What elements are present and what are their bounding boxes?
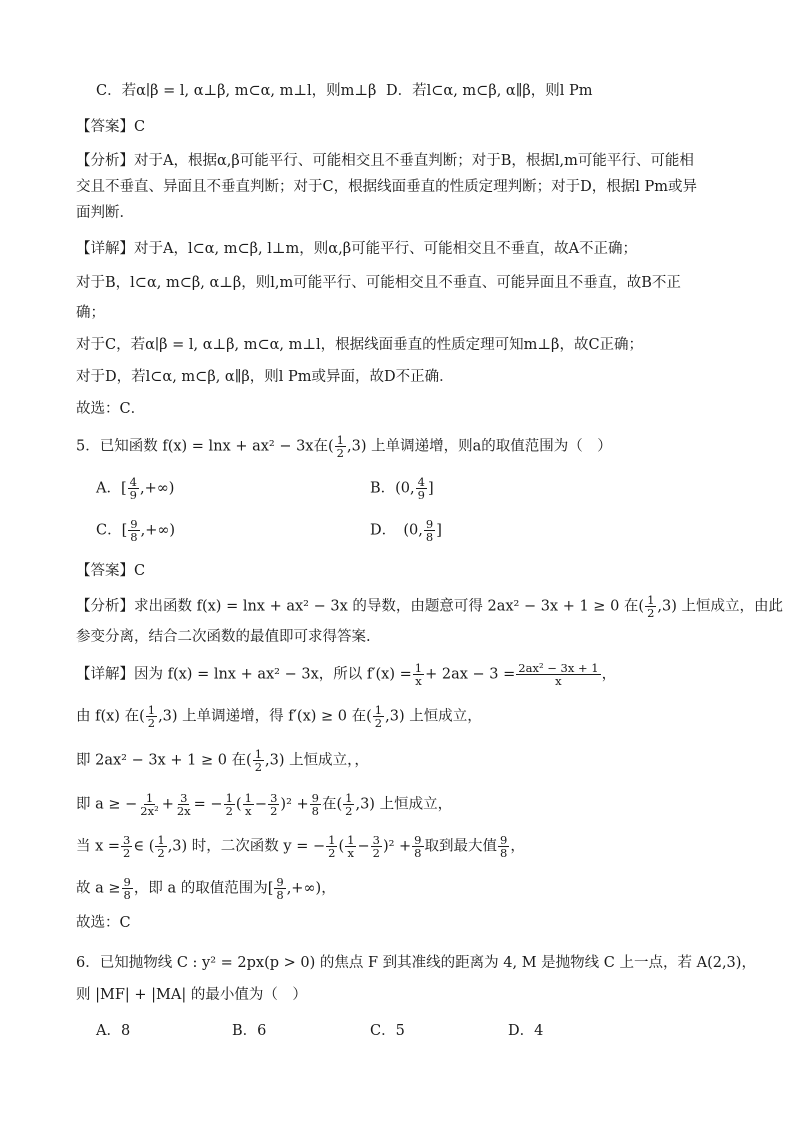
fraction-denominator: 2 (372, 846, 380, 860)
fraction-numerator: 2ax² − 3x + 1 (518, 661, 599, 675)
fraction-numerator: 1 (145, 791, 154, 805)
fraction-denominator: x (415, 674, 422, 688)
detail-text: ， (510, 838, 525, 855)
detail-text: 即 2ax² − 3x + 1 ≥ 0 在( (76, 752, 252, 769)
detail-text: 当 x = (76, 838, 121, 855)
q5-option-b (370, 476, 434, 501)
detail-text: ,+∞)， (286, 880, 336, 897)
q5-analysis-line-2 (76, 626, 371, 648)
fraction-numerator: 3 (180, 791, 188, 805)
q6-option-b (232, 1020, 266, 1042)
fraction-denominator: 8 (311, 804, 319, 818)
detail-text: + 2ax − 3 = (425, 666, 516, 683)
analysis-tag: 【分析】 (76, 598, 134, 615)
fraction-denominator: x (245, 804, 252, 818)
fraction-numerator: 1 (336, 433, 344, 447)
detail-text: 即 a ≥ − (76, 796, 138, 813)
q5-option-d (370, 518, 442, 543)
q5-detail-line-2 (76, 704, 482, 729)
q4-analysis-line-3 (76, 202, 134, 224)
fraction-numerator: 9 (500, 833, 508, 847)
answer-value: C (134, 119, 146, 135)
q5-detail-line-6 (76, 876, 336, 901)
fraction (128, 476, 139, 501)
fraction-numerator: 1 (244, 791, 252, 805)
fraction-numerator: 9 (311, 791, 319, 805)
q5-detail-line-5 (76, 834, 525, 859)
detail-text: 取到最大值 (424, 838, 497, 855)
fraction (138, 792, 160, 817)
detail-text: ( (235, 796, 242, 813)
fraction (274, 876, 285, 901)
fraction-denominator: 8 (276, 888, 284, 902)
option-text: C．[ (96, 522, 128, 539)
option-text: ] (427, 480, 434, 497)
option-text: ,+∞) (140, 522, 176, 539)
analysis-text: 对于A，根据α,β可能平行、可能相交且不垂直判断；对于B，根据l,m可能平行、可能相 (134, 153, 694, 169)
fraction-denominator: 2 (254, 760, 263, 774)
fraction-numerator: 1 (157, 833, 165, 847)
fraction-numerator: 3 (372, 833, 380, 847)
fraction (424, 518, 435, 543)
fraction-denominator: 2 (123, 846, 131, 860)
fraction (516, 662, 600, 687)
option-text: A．8 (96, 1023, 131, 1039)
fraction (343, 792, 354, 817)
detail-text: ， (601, 666, 617, 683)
detail-text: )² + (280, 796, 309, 813)
conclusion-text: 故选：C (76, 915, 131, 931)
detail-text: 对于D，若l⊂α, m⊂β, α∥β，则l Pm或异面，故D不正确． (76, 369, 454, 385)
fraction-numerator: 9 (276, 875, 284, 889)
fraction-numerator: 1 (254, 747, 263, 761)
fraction (122, 876, 133, 901)
fraction-numerator: 1 (414, 661, 423, 675)
fraction-denominator: 2 (374, 716, 383, 730)
q6-option-d (508, 1020, 543, 1042)
detail-text: 在( (321, 796, 343, 813)
fraction (128, 518, 139, 543)
detail-text: + (161, 796, 174, 813)
q5-detail-line-1 (76, 662, 616, 687)
fraction-denominator: 2 (225, 804, 233, 818)
fraction-numerator: 3 (270, 791, 278, 805)
detail-tag: 【详解】 (76, 666, 134, 683)
option-text: D． (0, (370, 522, 423, 539)
detail-tag: 【详解】 (76, 241, 134, 257)
detail-text: 因为 f(x) = lnx + ax² − 3x，所以 f′(x) = (134, 666, 412, 683)
fraction-numerator: 1 (347, 833, 355, 847)
fraction-denominator: x (555, 674, 562, 688)
fraction-numerator: 9 (123, 875, 131, 889)
fraction-numerator: 1 (225, 791, 233, 805)
answer-tag: 【答案】 (76, 119, 134, 135)
fraction-numerator: 9 (425, 517, 434, 531)
fraction (224, 792, 235, 817)
q5-conclusion (76, 912, 131, 934)
q4-detail-line-3 (76, 302, 105, 324)
analysis-tag: 【分析】 (76, 153, 134, 169)
fraction-numerator: 3 (123, 833, 131, 847)
conclusion-text: 故选：C． (76, 401, 146, 417)
fraction (146, 704, 157, 729)
detail-text: ，即 a 的取值范围为[ (133, 880, 274, 897)
fraction-numerator: 1 (328, 833, 336, 847)
fraction (645, 594, 656, 619)
fraction-denominator: 2 (345, 804, 353, 818)
detail-text: ,3) 上恒成立，， (265, 752, 369, 769)
q6-stem-line-1 (76, 952, 756, 974)
fraction-denominator: 8 (123, 888, 131, 902)
analysis-text: 参变分离，结合二次函数的最值即可求得答案. (76, 629, 371, 645)
detail-text: 故 a ≥ (76, 880, 121, 897)
fraction-denominator: 2 (157, 846, 165, 860)
detail-text: )² + (382, 838, 412, 855)
q6-stem-line-2 (76, 984, 307, 1006)
q4-detail-line-4 (76, 334, 643, 356)
q5-stem (76, 434, 612, 459)
analysis-text: 求出函数 f(x) = lnx + ax² − 3x 的导数，由题意可得 2ax² − 3x + 1 ≥ 0 在( (134, 598, 645, 615)
fraction-numerator: 1 (374, 703, 383, 717)
detail-text: − (254, 796, 268, 813)
q5-answer (76, 560, 145, 582)
fraction (371, 834, 382, 859)
option-text: B．6 (232, 1023, 267, 1039)
q5-detail-line-3 (76, 748, 369, 773)
fraction-numerator: 9 (130, 517, 138, 531)
fraction (121, 834, 132, 859)
q4-option-d (386, 80, 593, 102)
analysis-text: 交且不垂直、异面且不垂直判断；对于C，根据线面垂直的性质定理判断；对于D，根据l Pm或异 (76, 179, 697, 195)
fraction-denominator: 9 (417, 488, 425, 502)
fraction-denominator: 8 (130, 530, 138, 544)
fraction-denominator: 2 (336, 446, 344, 460)
fraction-denominator: 2 (270, 804, 278, 818)
option-text: C．5 (370, 1023, 405, 1039)
fraction-denominator: 2x (176, 804, 191, 818)
fraction (175, 792, 193, 817)
q6-option-a (96, 1020, 130, 1042)
q4-answer (76, 116, 145, 138)
analysis-text: ,3) 上恒成立，由此 (657, 598, 783, 615)
q5-analysis-line-1 (76, 594, 783, 619)
fraction (412, 834, 423, 859)
detail-text: ∈ ( (133, 838, 155, 855)
fraction-numerator: 4 (417, 475, 425, 489)
detail-text: 确； (76, 305, 105, 321)
fraction-denominator: 8 (500, 846, 508, 860)
detail-text: = − (193, 796, 223, 813)
q4-conclusion (76, 398, 145, 420)
detail-text: ,3) 时，二次函数 y = − (167, 838, 326, 855)
detail-text: ( (338, 838, 345, 855)
fraction-numerator: 1 (345, 791, 353, 805)
q6-stem-text: 6．已知抛物线 C : y² = 2px(p > 0) 的焦点 F 到其准线的距离为 4, M 是抛物线 C 上一点，若 A(2,3)， (76, 955, 756, 971)
detail-text: 对于A，l⊂α, m⊂β, l⊥m，则α,β可能平行、可能相交且不垂直，故A不正确； (134, 241, 638, 257)
option-text: B．(0, (370, 480, 415, 497)
fraction (373, 704, 384, 729)
fraction-denominator: x (347, 846, 355, 860)
fraction-denominator: 2 (147, 716, 156, 730)
fraction-denominator: 9 (129, 488, 137, 502)
q5-option-a (96, 476, 174, 501)
fraction-numerator: 1 (147, 703, 156, 717)
q4-option-d-text: D．若l⊂α, m⊂β, α∥β，则l Pm (386, 83, 593, 99)
fraction (416, 476, 427, 501)
fraction-denominator: 2 (647, 606, 655, 620)
option-text: ,+∞) (139, 480, 175, 497)
analysis-text: 面判断． (76, 205, 134, 221)
option-text: ] (436, 522, 442, 539)
fraction-denominator: 8 (425, 530, 434, 544)
fraction-denominator: 2 (328, 846, 336, 860)
q5-stem-text-b: ,3) 上单调递增，则a的取值范围为（ ） (346, 438, 612, 455)
q4-option-c (96, 80, 376, 102)
detail-text: − (357, 838, 370, 855)
fraction (243, 792, 254, 817)
answer-value: C (134, 563, 146, 579)
fraction (345, 834, 356, 859)
fraction (253, 748, 264, 773)
detail-text: ,3) 上恒成立， (355, 796, 453, 813)
fraction (498, 834, 509, 859)
q4-detail-line-5 (76, 366, 454, 388)
q4-analysis-line-2 (76, 176, 697, 198)
option-text: A．[ (96, 480, 127, 497)
q6-option-c (370, 1020, 405, 1042)
q4-option-c-text: C．若α∣β = l, α⊥β, m⊂α, m⊥l，则m⊥β (96, 83, 377, 99)
fraction-numerator: 9 (414, 833, 422, 847)
fraction (268, 792, 279, 817)
fraction (326, 834, 337, 859)
detail-text: 对于B，l⊂α, m⊂β, α⊥β，则l,m可能平行、可能相交且不垂直、可能异面且不垂直，故B不正 (76, 275, 681, 291)
q6-stem-text: 则 |MF| + |MA| 的最小值为（ ） (76, 987, 307, 1003)
fraction (310, 792, 321, 817)
q4-detail-line-2 (76, 272, 681, 294)
fraction-numerator: 1 (647, 593, 655, 607)
option-text: D．4 (508, 1023, 544, 1039)
fraction (155, 834, 166, 859)
detail-text: ,3) 上恒成立， (385, 708, 482, 725)
fraction-numerator: 4 (129, 475, 137, 489)
fraction-denominator: 8 (414, 846, 422, 860)
answer-tag: 【答案】 (76, 563, 134, 579)
q5-stem-text-a: 5．已知函数 f(x) = lnx + ax² − 3x在( (76, 438, 334, 455)
q5-detail-line-4 (76, 792, 452, 817)
detail-text: 由 f(x) 在( (76, 708, 145, 725)
q5-option-c (96, 518, 175, 543)
q4-detail-line-1 (76, 238, 637, 260)
detail-text: ,3) 上单调递增，得 f′(x) ≥ 0 在( (158, 708, 372, 725)
fraction-denominator: 2x² (140, 804, 159, 818)
fraction (413, 662, 424, 687)
fraction (335, 434, 346, 459)
detail-text: 对于C，若α∣β = l, α⊥β, m⊂α, m⊥l，根据线面垂直的性质定理可知m⊥β，故C正确； (76, 337, 644, 353)
q4-analysis-line-1 (76, 150, 694, 172)
